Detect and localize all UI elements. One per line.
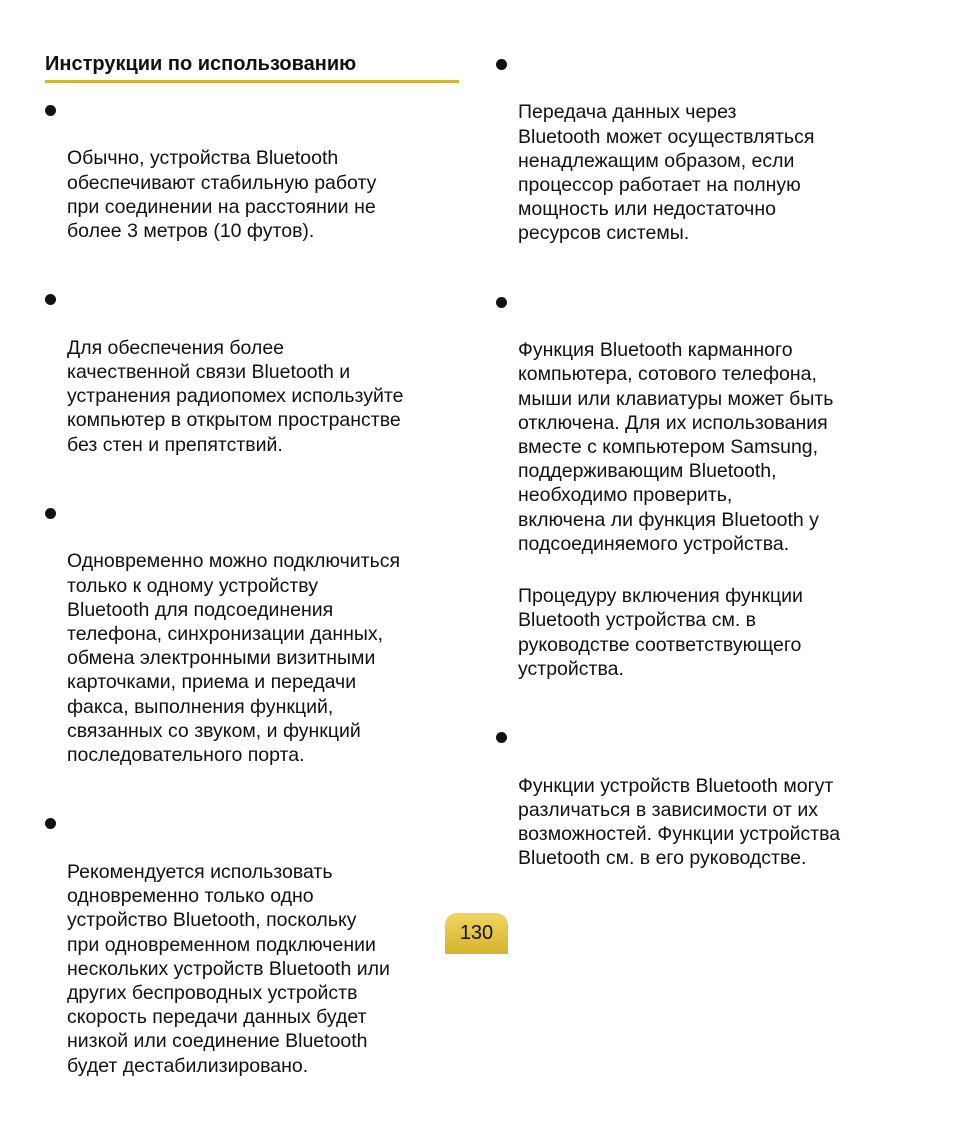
right-column [496, 52, 916, 915]
bullet-dot-icon [496, 297, 507, 308]
left-column [45, 52, 465, 1122]
bullet-text: Функции устройств Bluetooth могут различаться в зависимости от их возможностей. Функции устройства Bluetooth см. в его руководстве. [518, 774, 841, 870]
bullet-item [45, 501, 465, 791]
bullet-item [496, 725, 916, 894]
bullet-extra-text: Процедуру включения функции Bluetooth устройства см. в руководстве соответствующего устройства. [518, 585, 803, 680]
section-title: Инструкции по использованию [45, 52, 459, 83]
bullet-dot-icon [496, 732, 507, 743]
bullet-item [496, 52, 916, 270]
bullet-dot-icon [496, 59, 507, 70]
bullet-text: Рекомендуется использовать одновременно только одно устройство Bluetooth, поскольку при одновременном подключении нескольких устройств Bluetooth или других беспроводных устройств скорость передачи данных будет низкой или соединение Bluetooth будет дестабилизировано. [67, 860, 390, 1077]
bullet-text: Передача данных через Bluetooth может осуществляться ненадлежащим образом, если процессор работает на полную мощность или недостаточно ресурсов системы. [518, 101, 815, 245]
bullet-item [496, 290, 916, 705]
bullet-item [45, 811, 465, 1101]
bullet-text: Для обеспечения более качественной связи Bluetooth и устранения радиопомех используйте компьютер в открытом пространстве без стен и препятствий. [67, 336, 404, 456]
bullet-dot-icon [45, 508, 56, 519]
bullet-dot-icon [45, 105, 56, 116]
bullet-text: Обычно, устройства Bluetooth обеспечивают стабильную работу при соединении на расстоянии не более 3 метров (10 футов). [67, 147, 377, 243]
bullet-text: Одновременно можно подключиться только к одному устройству Bluetooth для подсоединения телефона, синхронизации данных, обмена электронными визитными карточками, приема и передачи факса, выполнения функций, связанных со звуком, и функций последовательного порта. [67, 550, 401, 767]
bullet-item [45, 98, 465, 267]
bullet-dot-icon [45, 294, 56, 305]
bullet-item [45, 287, 465, 481]
page-number: 130 [445, 913, 508, 954]
bullet-text: Функция Bluetooth карманного компьютера, сотового телефона, мыши или клавиатуры может быть отключена. Для их использования вместе с компьютером Samsung, поддерживающим Bluetooth, необходимо проверить, включена ли функция Bluetooth у подсоединяемого устройства. [518, 339, 834, 555]
bullet-dot-icon [45, 818, 56, 829]
